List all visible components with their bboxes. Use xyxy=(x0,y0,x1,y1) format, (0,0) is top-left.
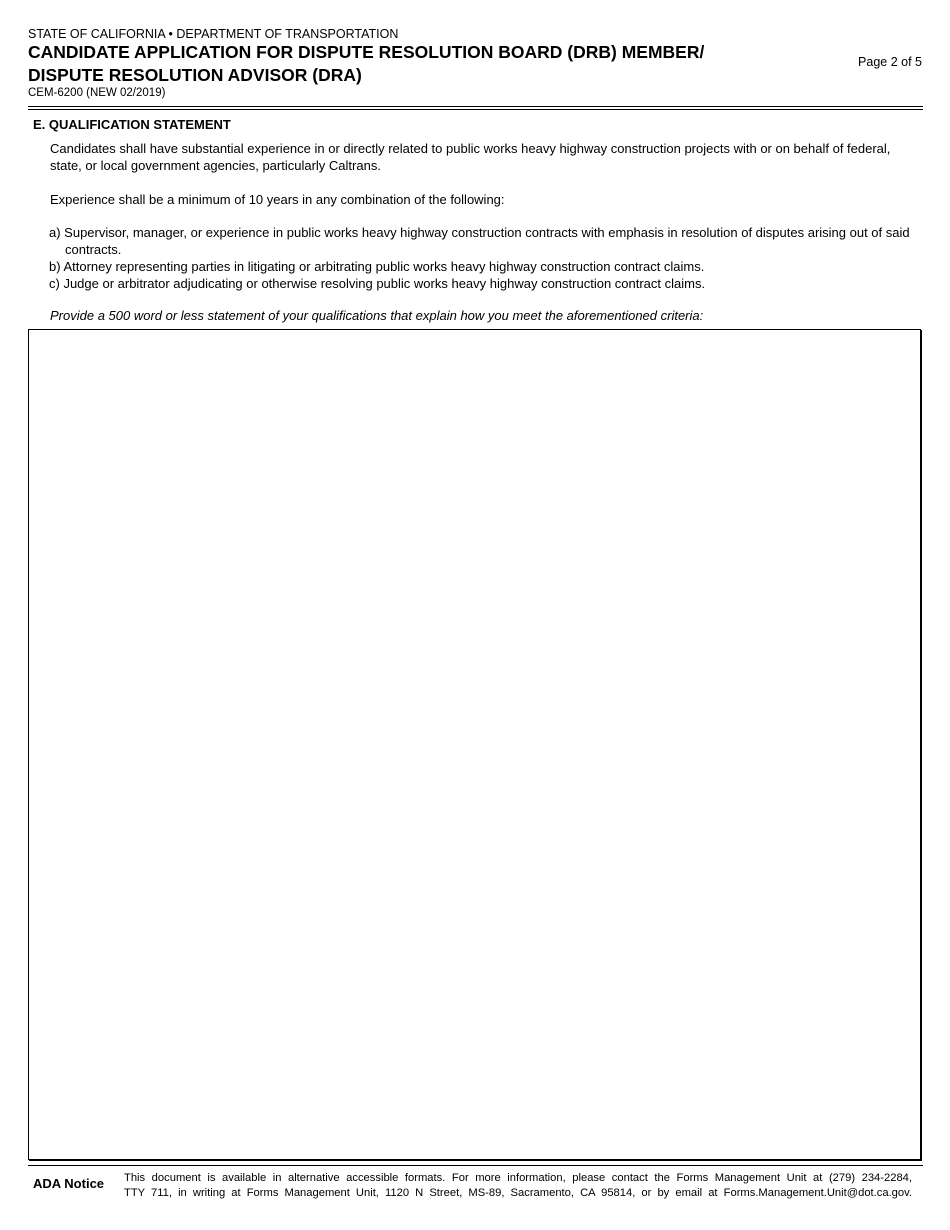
criteria-item-a: a) Supervisor, manager, or experience in public works heavy highway construction contracts with emphasis in resolution of disputes arising out of said contracts. xyxy=(49,225,910,257)
form-title-line-2: DISPUTE RESOLUTION ADVISOR (DRA) xyxy=(28,65,362,85)
criteria-item-c: c) Judge or arbitrator adjudicating or otherwise resolving public works heavy highway construction contract claims. xyxy=(49,276,706,291)
criteria-list xyxy=(49,224,919,292)
form-code: CEM-6200 (NEW 02/2019) xyxy=(28,87,166,99)
form-title xyxy=(28,41,828,87)
form-title-line-1: CANDIDATE APPLICATION FOR DISPUTE RESOLUTION BOARD (DRB) MEMBER/ xyxy=(28,42,705,62)
ada-notice-text xyxy=(124,1171,912,1201)
page-number: Page 2 of 5 xyxy=(858,55,922,69)
statement-instruction: Provide a 500 word or less statement of your qualifications that explain how you meet the aforementioned criteria: xyxy=(50,308,704,323)
agency-name: STATE OF CALIFORNIA • DEPARTMENT OF TRANSPORTATION xyxy=(28,27,399,41)
header-divider xyxy=(28,106,923,110)
criteria-item-b: b) Attorney representing parties in litigating or arbitrating public works heavy highway construction contract claims. xyxy=(49,259,705,274)
experience-requirement-paragraph: Candidates shall have substantial experience in or directly related to public works heavy highway construction projects with or on behalf of federal, state, or local government agencies, particularly Caltrans. xyxy=(50,141,891,173)
minimum-years-paragraph: Experience shall be a minimum of 10 years in any combination of the following: xyxy=(50,192,505,207)
ada-notice-line-2: TTY 711, in writing at Forms Management Unit, 1120 N Street, MS-89, Sacramento, CA 95814, or by email at Forms.Management.Unit@dot.ca.gov. xyxy=(124,1187,912,1199)
ada-notice-line-1: This document is available in alternative accessible formats. For more information, please contact the Forms Management Unit at (279) 234-2284, xyxy=(124,1172,912,1184)
ada-notice-label: ADA Notice xyxy=(33,1176,105,1191)
section-heading: E. QUALIFICATION STATEMENT xyxy=(33,117,231,132)
qualification-statement-field[interactable] xyxy=(28,329,921,1160)
footer-divider xyxy=(28,1165,923,1166)
